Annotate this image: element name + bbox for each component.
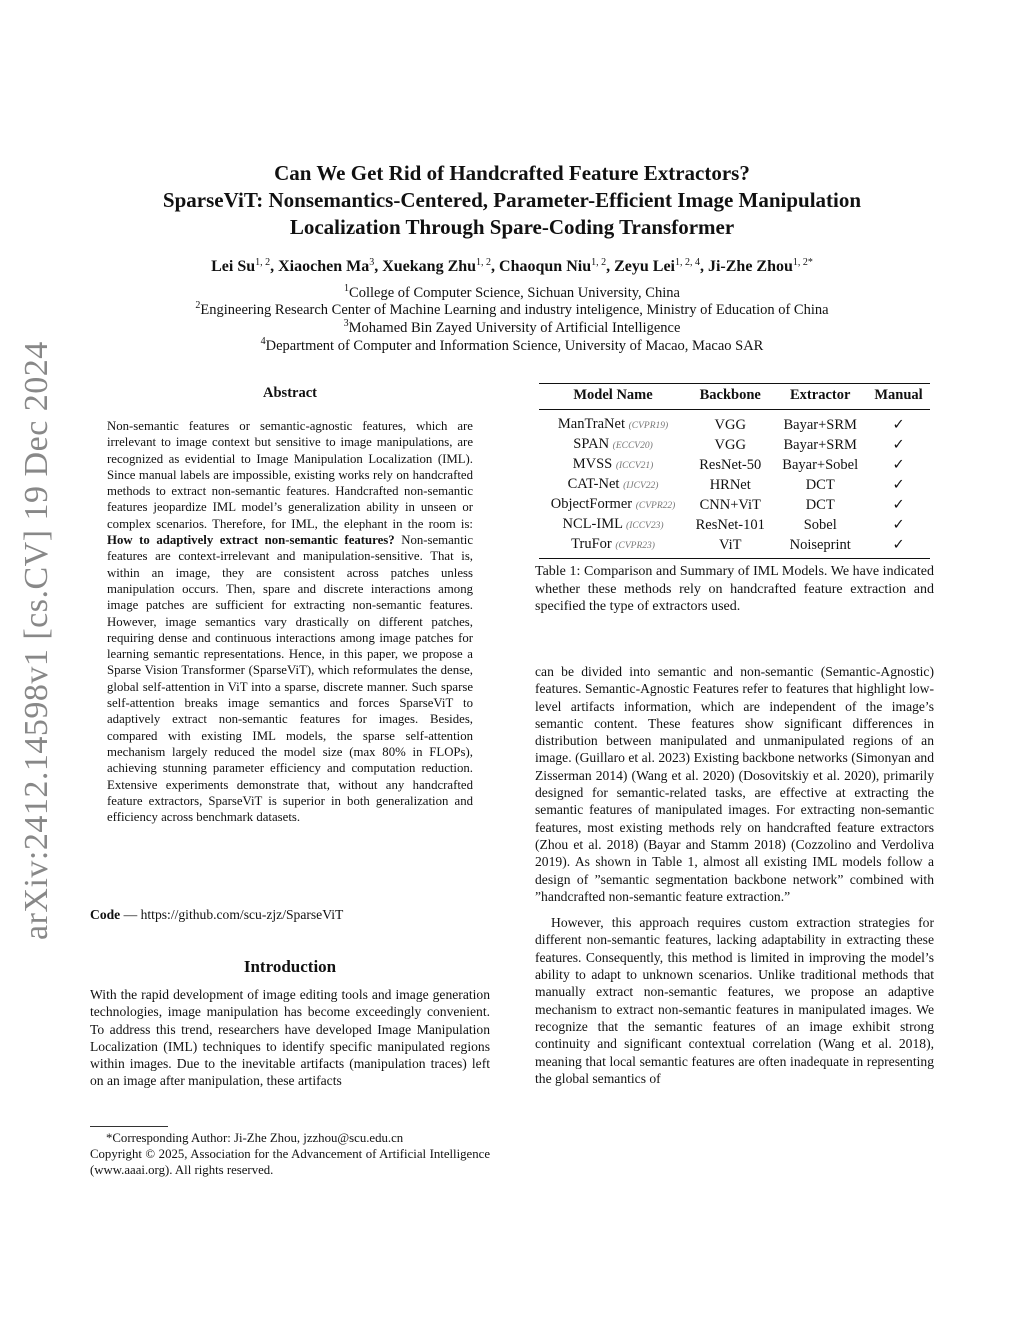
table-row: ObjectFormer (CVPR22) CNN+ViT DCT ✓ bbox=[539, 495, 930, 515]
checkmark-icon: ✓ bbox=[892, 477, 905, 493]
code-url-link[interactable]: https://github.com/scu-zjz/SparseViT bbox=[140, 907, 344, 922]
checkmark-icon: ✓ bbox=[892, 417, 905, 433]
affiliation: $^1$College of Computer Science, Sichuan University, China bbox=[344, 283, 680, 301]
checkmark-icon: ✓ bbox=[892, 517, 905, 533]
checkmark-icon: ✓ bbox=[892, 457, 905, 473]
table-row: CAT-Net (IJCV22) HRNet DCT ✓ bbox=[539, 475, 930, 495]
paragraph: However, this approach requires custom extraction strategies for different non-semantic features, lacking adaptability in extracting these features. Consequently, this method is limited in improving the model’s ability to adapt to unknown scenarios. Unlike traditional methods that manually extract non-semantic features, we propose an adaptive mechanism to extract non-semantic features in manipulated images. We recognize that the semantic features of an image exhibit strong continuity and significant contextual correlation (Wang et al. 2018), meaning that local semantic features are often inadequate in representing the global semantics of bbox=[535, 915, 934, 1086]
abstract-heading: Abstract bbox=[263, 385, 317, 401]
paragraph: can be divided into semantic and non-semantic (Semantic-Agnostic) features. Semantic-Agnostic Features refer to features that highlight low-level artifacts information, which are independent of the image’s semantic content. These features show significant differences in distribution between manipulated and unmanipulated regions of an image. (Guillaro et al. 2023) Existing backbone networks (Simonyan and Zisserman 2014) (Wang et al. 2020) (Dosovitskiy et al. 2020), primarily designed for semantic-related tasks, are effective at extracting the semantic features of manipulated images. For extracting non-semantic features, most existing methods rely on handcrafted feature extractors (Zhou et al. 2018) (Bayar and Stamm 2018) (Cozzolino and Verdoliva 2019). As shown in Table 1, almost all existing IML models follow a design of ”semantic segmentation backbone network” combined with ”handcrafted non-semantic feature extraction.” bbox=[535, 664, 934, 904]
author: Lei Su$^{1, 2}$, bbox=[211, 257, 279, 275]
title-line-2: SparseViT: Nonsemantics-Centered, Parameter-Efficient Image Manipulation bbox=[162, 188, 862, 212]
checkmark-icon: ✓ bbox=[867, 535, 930, 559]
title-line-3: Localization Through Spare-Coding Transformer bbox=[289, 215, 735, 239]
author-list bbox=[0, 258, 1024, 276]
table-caption: Table 1: Comparison and Summary of IML Models. We have indicated whether these methods rely on handcrafted feature extraction and specified the type of extractors used. bbox=[535, 564, 934, 614]
author: Zeyu Lei$^{1, 2, 4}$, bbox=[614, 257, 708, 275]
copyright-notice: Copyright © 2025, Association for the Advancement of Artificial Intelligence (www.aaai.org). All rights reserved. bbox=[90, 1147, 490, 1177]
abstract-key-question: How to adaptively extract non-semantic features? bbox=[107, 533, 395, 548]
title-line-1: Can We Get Rid of Handcrafted Feature Extractors? bbox=[274, 161, 750, 185]
checkmark-icon: ✓ bbox=[892, 497, 905, 513]
introduction-body: With the rapid development of image editing tools and image generation technologies, image manipulation has become exceedingly convenient. To address this trend, researchers have developed Image Manipulation Localization (IML) techniques to identify specific manipulated regions within images. Due to the inevitable artifacts (manipulation traces) left on an image after manipulation, these artifacts bbox=[90, 987, 490, 1089]
affiliation: $^3$Mohamed Bin Zayed University of Artificial Intelligence bbox=[343, 318, 681, 336]
table-row: MVSS (ICCV21) ResNet-50 Bayar+Sobel ✓ bbox=[539, 455, 930, 475]
checkmark-icon: ✓ bbox=[892, 437, 905, 453]
code-link-line: Code — https://github.com/scu-zjz/SparseViT bbox=[90, 907, 344, 922]
author: Xuekang Zhu$^{1, 2}$, bbox=[382, 257, 500, 275]
corresponding-author-note: *Corresponding Author: Ji-Zhe Zhou, jzzhou@scu.edu.cn bbox=[106, 1131, 404, 1145]
table-header-row bbox=[539, 384, 930, 410]
column-header: Manual bbox=[867, 384, 930, 410]
arxiv-identifier: arXiv:2412.14598v1 [cs.CV] 19 Dec 2024 bbox=[18, 341, 55, 940]
affiliation: $^2$Engineering Research Center of Machine Learning and industry inteligence, Ministry of Education of China bbox=[195, 300, 829, 318]
table-row: SPAN (ECCV20) VGG Bayar+SRM ✓ bbox=[539, 435, 930, 455]
affiliation: $^4$Department of Computer and Information Science, University of Macao, Macao SAR bbox=[260, 336, 764, 354]
abstract-body: Non-semantic features or semantic-agnostic features, which are irrelevant to image context but sensitive to image manipulations, are recognized as evidential to Image Manipulation Localization (IML). Since manual labels are impossible, existing works rely on handcrafted methods to extract non-semantic features. Handcrafted non-semantic features jeopardize IML model’s generalization ability in unseen or complex scenarios. Therefore, for IML, the elephant in the room is: How to adaptively extract non-semantic features? Non-semantic features are context-irrelevant and manipulation-sensitive. That is, within an image, they are consistent across patches unless manipulation occurs. Then, spare and discrete interactions among image patches are sufficient for extracting non-semantic features. However, image semantics vary drastically on different patches, requiring dense and continuous interactions among image patches for learning semantic representations. Hence, in this paper, we propose a Sparse Vision Transformer (SparseViT), which reformulates the dense, global self-attention in ViT into a sparse, discrete manner. Such sparse self-attention breaks image semantics and forces SparseViT to adaptively extract non-semantic features for images. Besides, compared with existing IML models, the sparse self-attention mechanism largely reduced the model size (max 80% in FLOPs), achieving stunning parameter efficiency and computation reduction. Extensive experiments demonstrate that, without any handcrafted feature extractors, SparseViT is superior in both generalization and efficiency across benchmark datasets. bbox=[107, 419, 473, 825]
author: Xiaochen Ma$^3$, bbox=[278, 257, 383, 275]
footnote-divider bbox=[90, 1126, 168, 1127]
footnote bbox=[90, 1130, 490, 1178]
author: Ji-Zhe Zhou$^{1, 2*}$ bbox=[707, 257, 813, 275]
table-row: ManTraNet (CVPR19) VGG Bayar+SRM ✓ bbox=[539, 410, 930, 436]
column-header: Extractor bbox=[773, 384, 867, 410]
paper-title bbox=[0, 160, 1024, 241]
introduction-heading: Introduction bbox=[243, 957, 337, 976]
author: Chaoqun Niu$^{1, 2}$, bbox=[499, 257, 615, 275]
table-row: NCL-IML (ICCV23) ResNet-101 Sobel ✓ bbox=[539, 515, 930, 535]
iml-models-table bbox=[539, 383, 930, 559]
right-column-body bbox=[535, 663, 934, 1087]
table-row: TruFor (CVPR23) ViT Noiseprint ✓ bbox=[539, 535, 930, 559]
column-header: Backbone bbox=[687, 384, 773, 410]
column-header: Model Name bbox=[539, 384, 687, 410]
